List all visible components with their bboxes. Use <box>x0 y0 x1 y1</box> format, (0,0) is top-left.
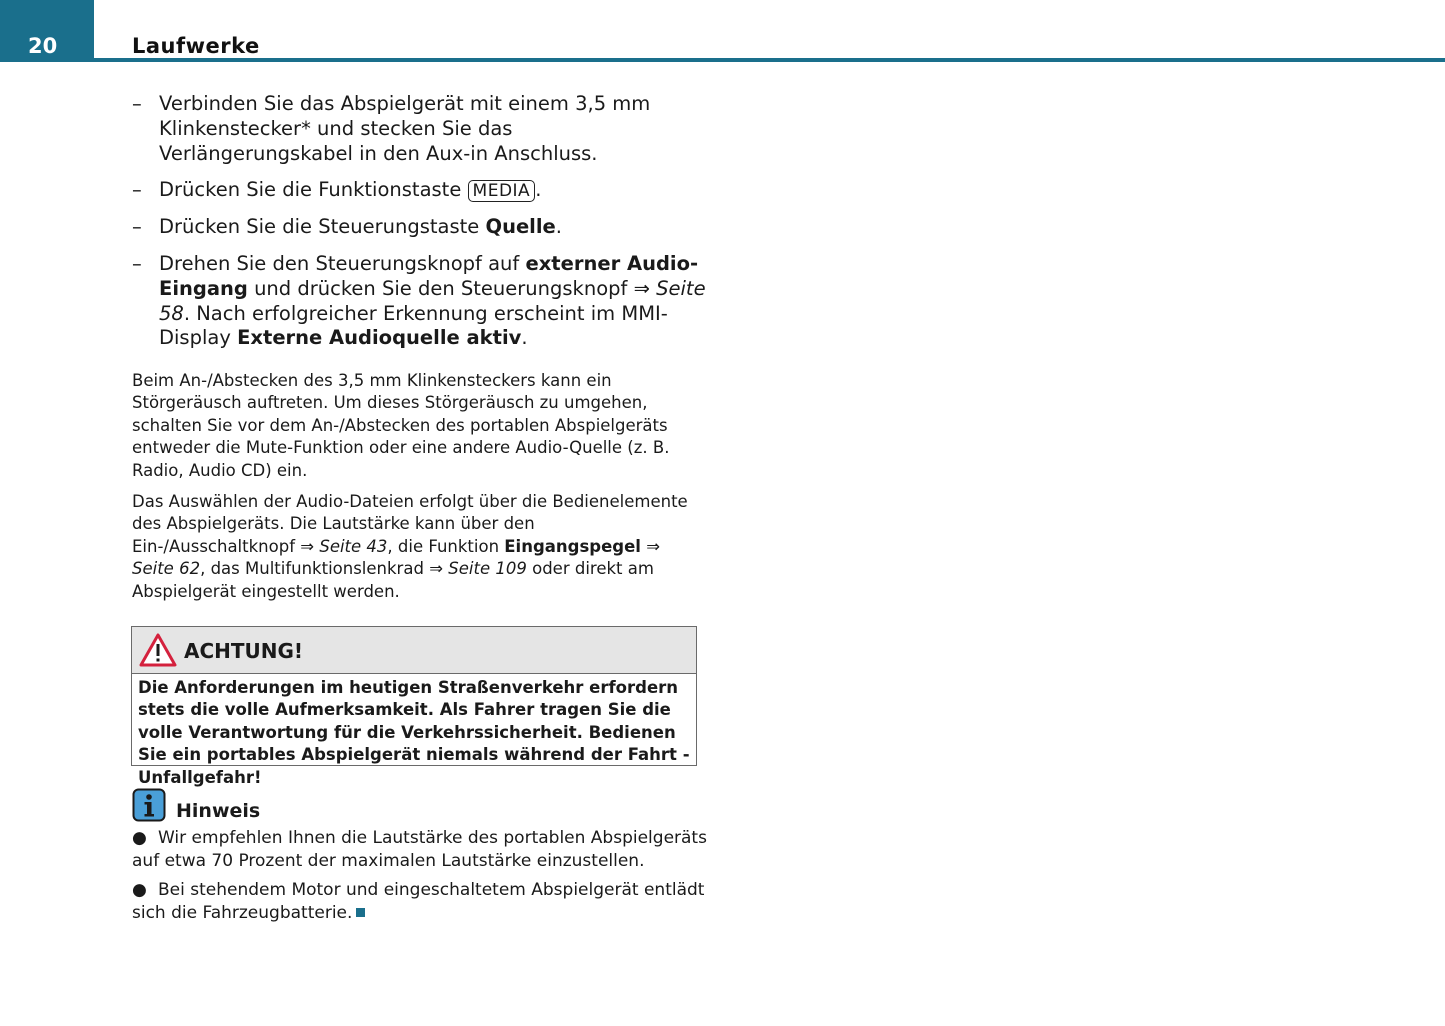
bullet-icon: ● <box>132 828 147 848</box>
info-paragraph: Beim An-/Abstecken des 3,5 mm Klinkensteckers kann ein Störgeräusch auftreten. Um dieses Störgeräusch zu umgehen, schalten Sie vor dem An-/Abstecken des portablen Abspielgeräts entweder die Mute-Funktion oder eine andere Audio-Quelle (z. B. Radio, Audio CD) ein. <box>132 371 670 480</box>
dash-marker: – <box>132 251 142 275</box>
hint-title: Hinweis <box>176 800 261 822</box>
hint-text: Wir empfehlen Ihnen die Lautstärke des portablen Abspielgeräts auf etwa 70 Prozent der maximalen Lautstärke einzustellen. <box>132 828 707 871</box>
hint-list <box>132 827 707 931</box>
control-key-name: Quelle <box>485 215 556 239</box>
warning-triangle-icon <box>138 632 178 672</box>
period: . <box>555 215 562 239</box>
page-reference[interactable]: Seite 58 <box>159 276 706 325</box>
arrow-icon: ⇒ <box>300 536 315 556</box>
display-message: Externe Audioquelle aktiv <box>237 326 522 350</box>
dash-marker: – <box>132 215 142 239</box>
paragraph-text: , das Multifunktionslenkrad <box>200 559 424 579</box>
step-item <box>132 92 712 166</box>
step-text: Drücken Sie die Funktionstaste <box>159 178 462 202</box>
paragraph-text: , die Funktion <box>387 536 500 556</box>
step-text: Drehen Sie den Steuerungsknopf auf <box>159 251 520 275</box>
page-reference[interactable]: Seite 109 <box>448 559 527 579</box>
instruction-steps <box>132 92 712 363</box>
arrow-icon: ⇒ <box>633 276 650 300</box>
page-reference[interactable]: Seite 43 <box>319 536 388 556</box>
end-of-section-icon <box>356 908 365 917</box>
page-reference[interactable]: Seite 62 <box>132 559 201 579</box>
hint-item <box>132 879 707 924</box>
step-text: Drücken Sie die Steuerungstaste <box>159 215 480 239</box>
function-name: Eingangspegel <box>504 536 641 556</box>
hint-text: Bei stehendem Motor und eingeschaltetem Abspielgerät entlädt sich die Fahrzeugbatterie. <box>132 880 705 923</box>
arrow-icon: ⇒ <box>646 536 661 556</box>
period: . <box>521 326 528 350</box>
dash-marker: – <box>132 178 142 202</box>
step-item <box>132 178 712 203</box>
warning-title: ACHTUNG! <box>184 639 304 663</box>
step-item <box>132 252 712 351</box>
step-item <box>132 215 712 240</box>
dash-marker: – <box>132 92 142 115</box>
menu-entry-name: externer Audio-Eingang <box>159 251 699 300</box>
step-text: Verbinden Sie das Abspielgerät mit einem 3,5 mm Klinkenstecker* und stecken Sie das Verlängerungskabel in den Aux-in Anschluss. <box>159 92 651 165</box>
header-divider <box>94 58 1445 62</box>
warning-box <box>131 626 697 787</box>
paragraph-text: Das Auswählen der Audio-Dateien erfolgt über die Bedienelemente des Abspielgeräts. Die Lautstärke kann über den Ein-/Ausschaltknopf <box>132 492 688 556</box>
arrow-icon: ⇒ <box>429 559 444 579</box>
period: . <box>535 178 542 202</box>
step-text: . Nach erfolgreicher Erkennung erscheint im MMI-Display <box>159 301 668 350</box>
warning-text: Die Anforderungen im heutigen Straßenverkehr erfordern stets die volle Aufmerksamkeit. Als Fahrer tragen Sie die volle Verantwortung für die Verkehrssicherheit. Bedienen Sie ein portables Abspielgerät niemals während der Fahrt - Unfallgefahr! <box>138 678 690 787</box>
step-text: und drücken Sie den Steuerungsknopf <box>254 276 628 300</box>
info-icon <box>132 788 166 826</box>
page-title: Laufwerke <box>132 34 260 58</box>
bullet-icon: ● <box>132 880 147 900</box>
warning-header <box>132 627 696 674</box>
page-number: 20 <box>28 34 58 58</box>
info-paragraph <box>132 491 702 603</box>
media-key-label: MEDIA <box>468 180 536 202</box>
hint-item <box>132 827 707 872</box>
paragraph-text: oder direkt am Abspielgerät eingestellt werden. <box>132 559 654 601</box>
